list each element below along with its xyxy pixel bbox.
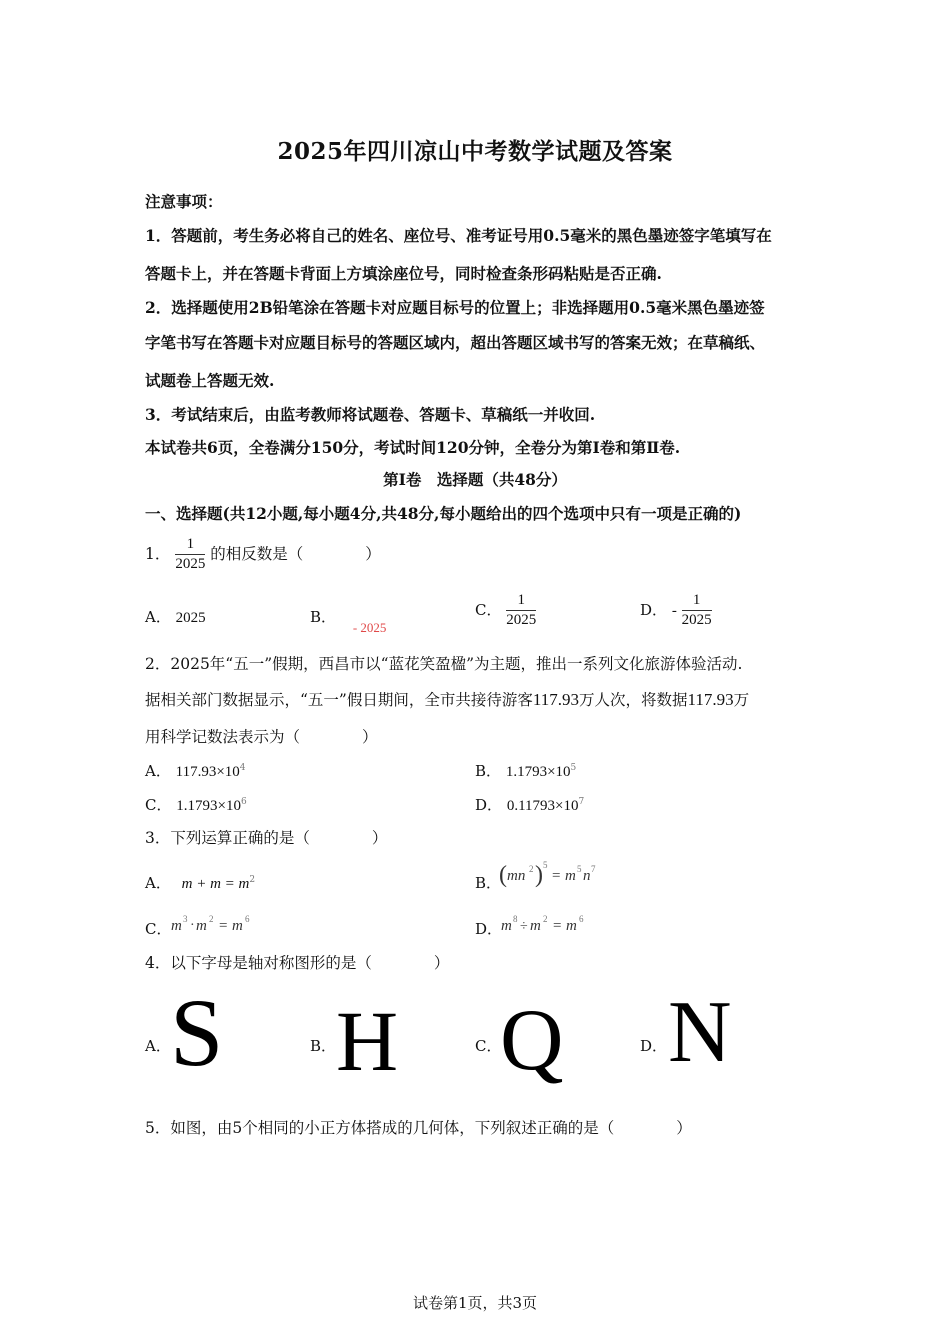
q3-stem: 3．下列运算正确的是（ ）	[145, 829, 388, 847]
svg-text:m: m	[501, 918, 512, 934]
svg-text:m: m	[232, 918, 243, 934]
q2-text: 万人次，将数据	[578, 691, 688, 709]
svg-text:5: 5	[543, 860, 548, 870]
q4-option-c-label: C．	[475, 1037, 502, 1055]
letter-s: S	[170, 979, 224, 1086]
option-value: 1.1793×10	[176, 798, 241, 814]
svg-text:2: 2	[543, 914, 548, 924]
q1-fraction	[175, 536, 205, 574]
svg-text:2: 2	[529, 864, 534, 874]
option-value: 0.11793×10	[506, 798, 579, 814]
svg-text:5: 5	[577, 864, 582, 874]
option-value: 1.1793×10	[505, 764, 571, 780]
letter-n: N	[668, 984, 732, 1081]
notice-line: 2．选择题使用2B铅笔涂在答题卡对应题目标号的位置上；非选择题用0.5毫米黑色墨迹签	[145, 298, 765, 317]
q2-line-1: 2．2025年“五一”假期，西昌市以“蓝花笑盈楹”为主题，推出一系列文化旅游体验活动.	[145, 655, 743, 673]
q3-option-c	[145, 914, 250, 939]
svg-text:m: m	[566, 918, 577, 934]
notice-heading: 注意事项：	[145, 192, 223, 211]
q2-option-b	[475, 760, 576, 781]
q4-option-b-label: B．	[310, 1037, 337, 1055]
frac-num: 1	[682, 592, 712, 611]
option-label: A．	[145, 608, 171, 626]
svg-text:m: m	[565, 868, 576, 884]
q1-stem: 的相反数是（ ）	[210, 544, 381, 563]
q4-option-d-label: D．	[640, 1037, 668, 1055]
q3-option-a	[145, 872, 255, 893]
q5-stem: 5．如图，由5个相同的小正方体搭成的几何体，下列叙述正确的是（ ）	[145, 1119, 692, 1137]
option-label: B．	[475, 762, 502, 780]
q3-option-b	[475, 860, 596, 893]
q2-number: 117.93	[532, 690, 579, 709]
q2-line-3: 用科学记数法表示为（ ）	[145, 728, 378, 746]
q2-option-a	[145, 760, 246, 781]
option-label: B．	[310, 608, 337, 626]
option-label: C．	[145, 920, 172, 938]
math-expression-c	[169, 912, 269, 938]
option-label: A．	[145, 874, 171, 892]
option-label: A．	[145, 762, 171, 780]
q1-number: 1．	[145, 544, 171, 563]
option-label: B．	[475, 874, 502, 892]
svg-text:=: =	[553, 918, 562, 934]
option-value: 2025	[175, 610, 206, 626]
section-heading: 第Ⅰ卷 选择题（共48分）	[383, 470, 567, 489]
q1-option-b	[310, 606, 387, 635]
svg-text:÷: ÷	[520, 919, 528, 934]
svg-text:3: 3	[183, 914, 188, 924]
svg-text:n: n	[583, 868, 591, 884]
page-footer: 试卷第1页，共3页	[412, 1294, 538, 1312]
exponent: 7	[578, 797, 585, 807]
svg-text:·: ·	[190, 918, 195, 933]
option-label: D．	[475, 796, 503, 814]
svg-text:=: =	[552, 868, 561, 884]
option-value: 117.93×10	[175, 764, 240, 780]
q2-text: 据相关部门数据显示，“五一”假日期间，全市共接待游客	[145, 691, 533, 709]
svg-text:6: 6	[245, 914, 250, 924]
q2-number: 117.93	[687, 690, 734, 709]
q3-option-d	[475, 914, 584, 939]
exponent: 2	[249, 875, 256, 885]
frac-den: 2025	[681, 612, 712, 629]
q2-line-2	[145, 688, 749, 710]
svg-text:(: (	[499, 862, 507, 888]
svg-text:): )	[535, 862, 543, 888]
svg-text:mn: mn	[507, 868, 526, 884]
q1-d-fraction	[682, 592, 712, 630]
option-label: D．	[475, 920, 503, 938]
letter-h: H	[336, 993, 399, 1089]
notice-line: 试题卷上答题无效.	[145, 371, 275, 390]
q1-option-c	[475, 592, 536, 630]
frac-num: 1	[506, 592, 536, 611]
q1-c-fraction	[506, 592, 536, 630]
option-value: - 2025	[352, 620, 387, 635]
notice-line: 字笔书写在答题卡对应题目标号的答题区域内，超出答题区域书写的答案无效；在草稿纸、	[145, 333, 766, 352]
q1-frac-den: 2025	[175, 556, 206, 573]
q2-text: 万	[733, 691, 750, 709]
letter-q: Q	[500, 992, 564, 1089]
svg-text:7: 7	[591, 864, 596, 874]
frac-den: 2025	[506, 612, 537, 629]
minus-sign: -	[671, 602, 677, 619]
math-expression-d	[499, 912, 599, 938]
notice-line: 1．答题前，考生务必将自己的姓名、座位号、准考证号用0.5毫米的黑色墨迹签字笔填写在	[145, 226, 772, 245]
question-1	[145, 536, 381, 574]
option-value: m + m = m	[181, 876, 250, 892]
svg-text:m: m	[171, 918, 182, 934]
math-expression-b	[499, 856, 609, 890]
q4-stem: 4．以下字母是轴对称图形的是（ ）	[145, 954, 450, 972]
exponent: 4	[239, 763, 246, 773]
section-instruction: 一、选择题(共12小题,每小题4分,共48分,每小题给出的四个选项中只有一项是正确的)	[145, 504, 742, 523]
page-title: 2025年四川凉山中考数学试题及答案	[277, 138, 673, 165]
notice-line: 3．考试结束后，由监考教师将试题卷、答题卡、草稿纸一并收回.	[145, 405, 596, 424]
q4-option-a-label: A．	[145, 1037, 171, 1055]
q2-option-d	[475, 794, 584, 815]
svg-text:=: =	[219, 918, 228, 934]
notice-line: 本试卷共6页，全卷满分150分，考试时间120分钟，全卷分为第Ⅰ卷和第Ⅱ卷.	[145, 438, 681, 457]
svg-text:6: 6	[579, 914, 584, 924]
option-label: C．	[475, 600, 502, 619]
q1-frac-num: 1	[175, 536, 205, 555]
svg-text:8: 8	[513, 914, 518, 924]
notice-line: 答题卡上，并在答题卡背面上方填涂座位号，同时检查条形码粘贴是否正确.	[145, 264, 662, 283]
svg-text:m: m	[196, 918, 207, 934]
q1-option-a	[145, 606, 206, 627]
exponent: 6	[240, 797, 247, 807]
svg-text:2: 2	[209, 914, 214, 924]
option-label: D．	[640, 600, 668, 619]
q2-option-c	[145, 794, 247, 815]
svg-text:m: m	[530, 918, 541, 934]
exponent: 5	[570, 763, 577, 773]
q1-option-d	[640, 592, 712, 630]
option-label: C．	[145, 796, 172, 814]
